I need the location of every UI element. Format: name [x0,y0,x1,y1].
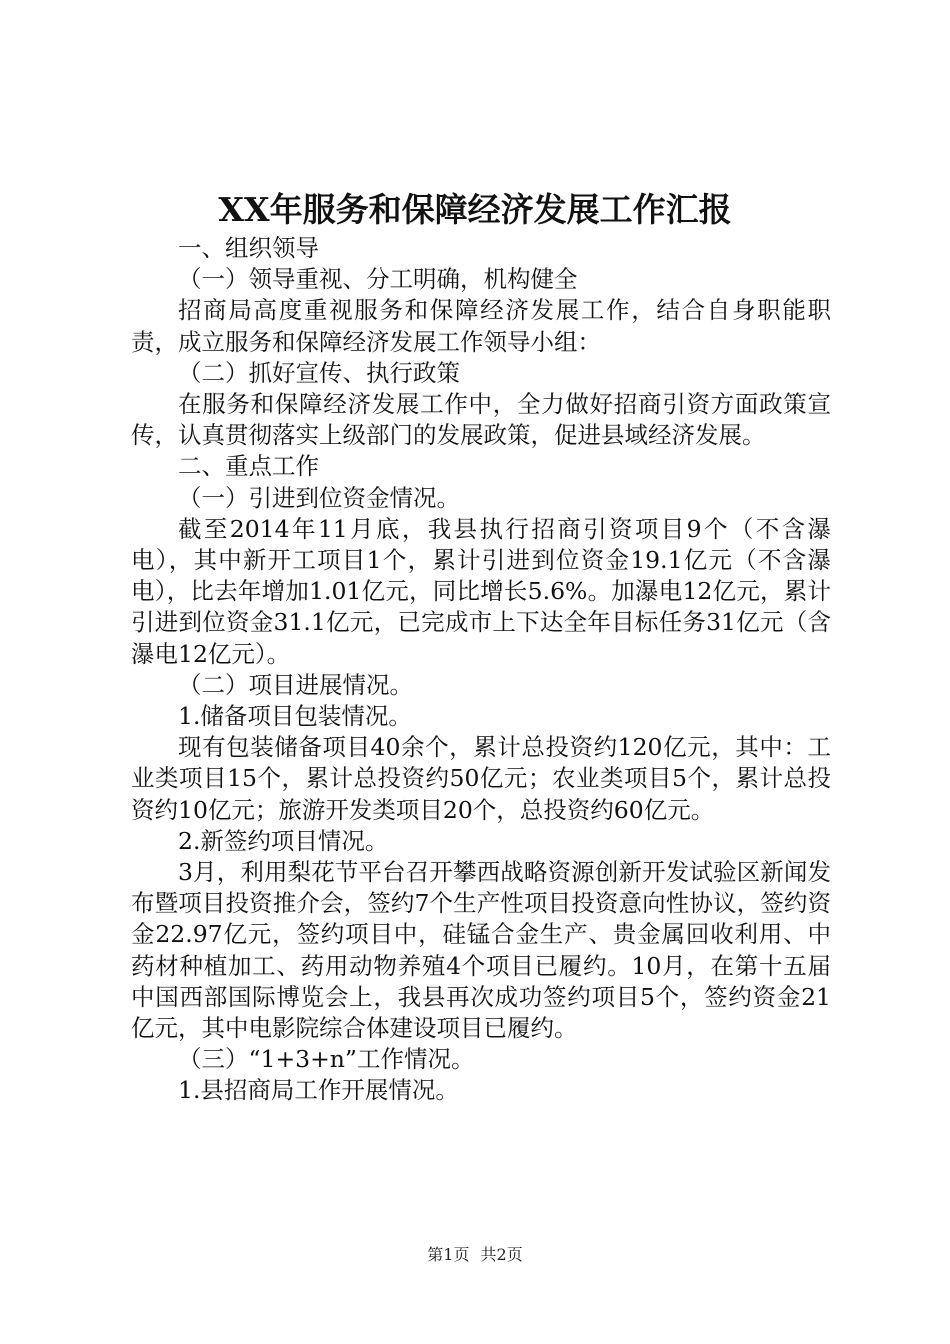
item-heading: 2.新签约项目情况。 [178,826,389,855]
subsection-heading: （二）项目进展情况。 [178,670,413,699]
subsection-heading: （三）“1+3+n”工作情况。 [178,1045,475,1074]
page-footer [0,1244,950,1266]
paragraph: 招商局高度重视服务和保障经济发展工作，结合自身职能职责，成立服务和保障经济发展工作领导小组： [131,296,831,356]
paragraph: 现有包装储备项目40余个，累计总投资约120亿元，其中：工业类项目15个，累计总投资约50亿元；农业类项目5个，累计总投资约10亿元；旅游开发类项目20个，总投资约60亿元。 [131,733,831,824]
document-title: XX年服务和保障经济发展工作汇报 [218,190,732,229]
paragraph: 截至2014年11月底，我县执行招商引资项目9个（不含瀑电），其中新开工项目1个，累计引进到位资金19.1亿元（不含瀑电），比去年增加1.01亿元，同比增长5.6%。加瀑电12亿元，累计引进到位资金31.1亿元，已完成市上下达全年目标任务31亿元（含瀑电12亿元）。 [131,514,831,668]
paragraph: 3月，利用梨花节平台召开攀西战略资源创新开发试验区新闻发布暨项目投资推介会，签约7个生产性项目投资意向性协议，签约资金22.97亿元，签约项目中，硅锰合金生产、贵金属回收利用、中药材种植加工、药用动物养殖4个项目已履约。10月，在第十五届中国西部国际博览会上，我县再次成功签约项目5个，签约资金21亿元，其中电影院综合体建设项目已履约。 [131,858,831,1043]
document-body [131,233,831,1107]
subsection-heading: （一）引进到位资金情况。 [178,483,460,512]
section-heading: 二、重点工作 [178,452,319,481]
paragraph: 在服务和保障经济发展工作中，全力做好招商引资方面政策宣传，认真贯彻落实上级部门的发展政策，促进县域经济发展。 [131,390,831,450]
page-total: 共2页 [480,1245,523,1264]
item-heading: 1.县招商局工作开展情况。 [178,1076,459,1105]
subsection-heading: （二）抓好宣传、执行政策 [178,358,460,387]
item-heading: 1.储备项目包装情况。 [178,702,412,731]
section-heading: 一、组织领导 [178,234,319,262]
subsection-heading: （一）领导重视、分工明确，机构健全 [178,265,578,294]
page-number: 第1页 [427,1245,470,1264]
